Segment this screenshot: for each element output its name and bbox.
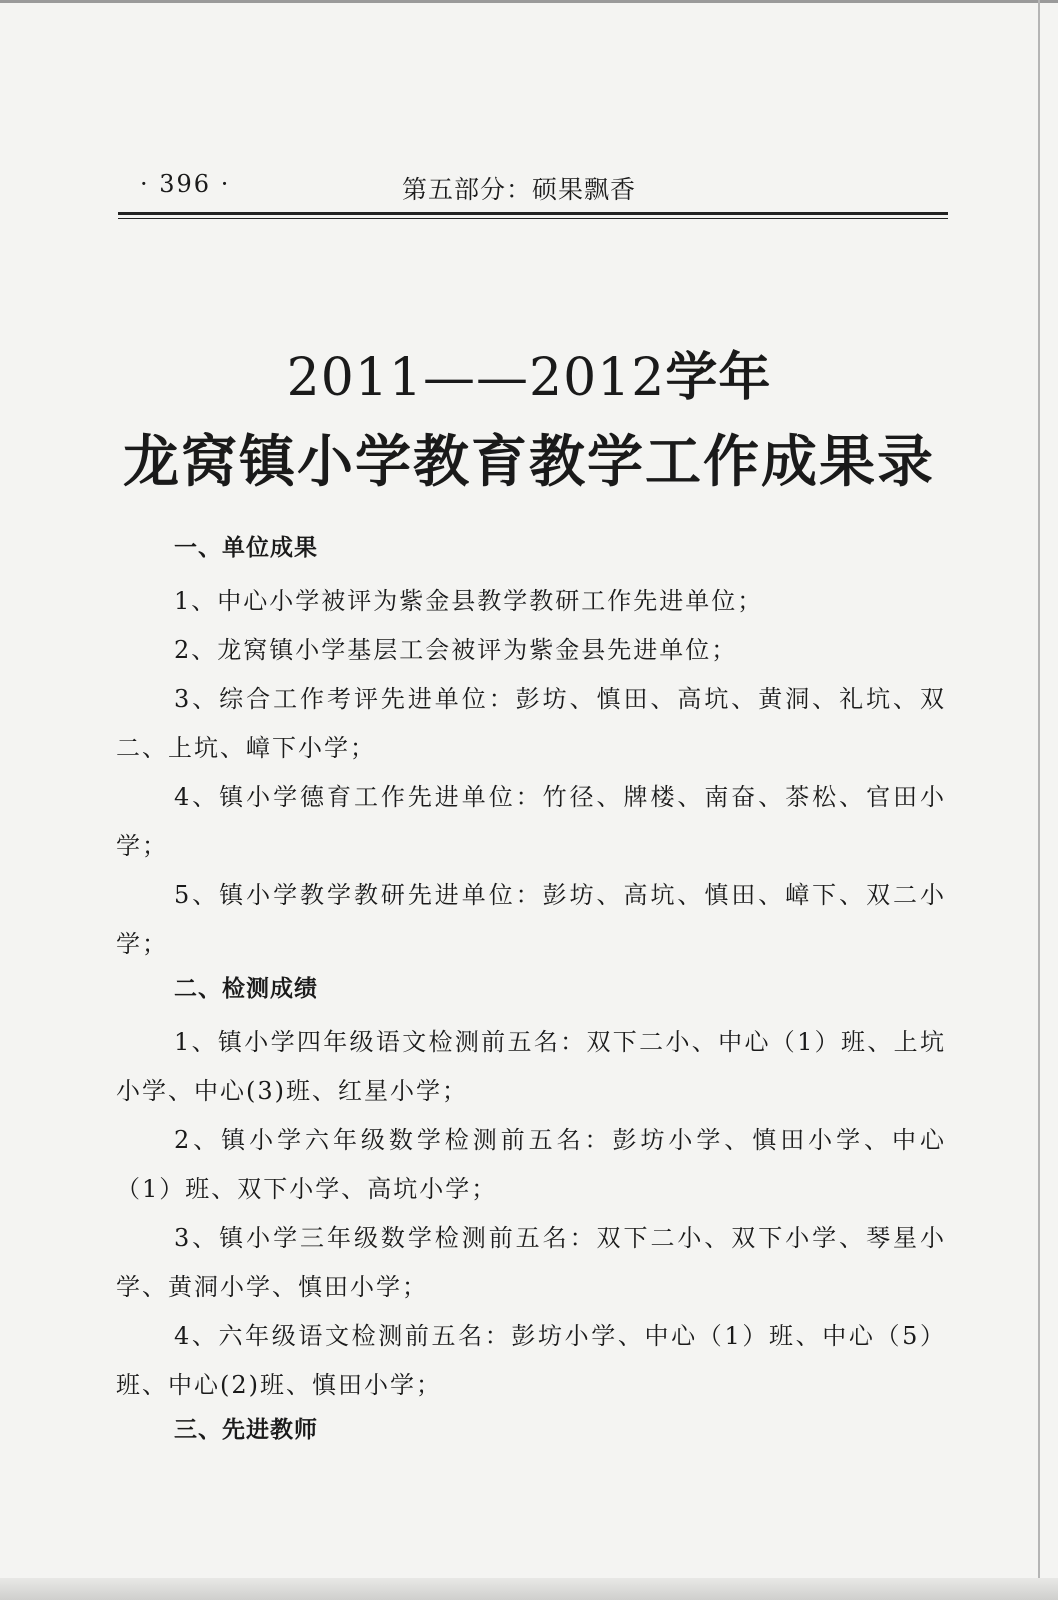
page-title: 龙窝镇小学教育教学工作成果录: [123, 430, 935, 495]
running-header: [118, 170, 948, 210]
page-top-edge: [0, 0, 1058, 3]
section-heading: 一、单位成果: [174, 535, 318, 561]
document-body: [116, 528, 946, 1459]
page-bottom-edge: [0, 1578, 1058, 1600]
list-item: 2、龙窝镇小学基层工会被评为紫金县先进单位；: [174, 636, 738, 664]
section-heading: 三、先进教师: [174, 1417, 318, 1443]
list-item: 3、综合工作考评先进单位：彭坊、慎田、高坑、黄洞、礼坑、双二、上坑、嶂下小学；: [116, 685, 946, 762]
title-year-range: 2011——2012: [286, 348, 666, 408]
list-item: 4、镇小学德育工作先进单位：竹径、牌楼、南奋、茶松、官田小学；: [116, 783, 946, 860]
header-rule-thin: [118, 218, 948, 219]
section-heading: 二、检测成绩: [174, 976, 318, 1002]
list-item: 1、镇小学四年级语文检测前五名：双下二小、中心（1）班、上坑小学、中心(3)班、红星小学；: [116, 1028, 946, 1105]
title-year-suffix: 学年: [665, 348, 772, 408]
list-item: 4、六年级语文检测前五名：彭坊小学、中心（1）班、中心（5）班、中心(2)班、慎田小学；: [116, 1322, 946, 1399]
page-right-edge: [1038, 0, 1040, 1600]
header-rule-thick: [118, 212, 948, 215]
page-number: · 396 ·: [140, 170, 231, 198]
section-name: 第五部分：硕果飘香: [402, 175, 637, 204]
list-item: 5、镇小学教学教研先进单位：彭坊、高坑、慎田、嶂下、双二小学；: [116, 881, 946, 958]
list-item: 1、中心小学被评为紫金县教学教研工作先进单位；: [174, 587, 764, 615]
title-years: [0, 335, 1058, 410]
list-item: 2、镇小学六年级数学检测前五名：彭坊小学、慎田小学、中心（1）班、双下小学、高坑小学；: [116, 1126, 946, 1203]
list-item: 3、镇小学三年级数学检测前五名：双下二小、双下小学、琴星小学、黄洞小学、慎田小学；: [116, 1224, 946, 1301]
